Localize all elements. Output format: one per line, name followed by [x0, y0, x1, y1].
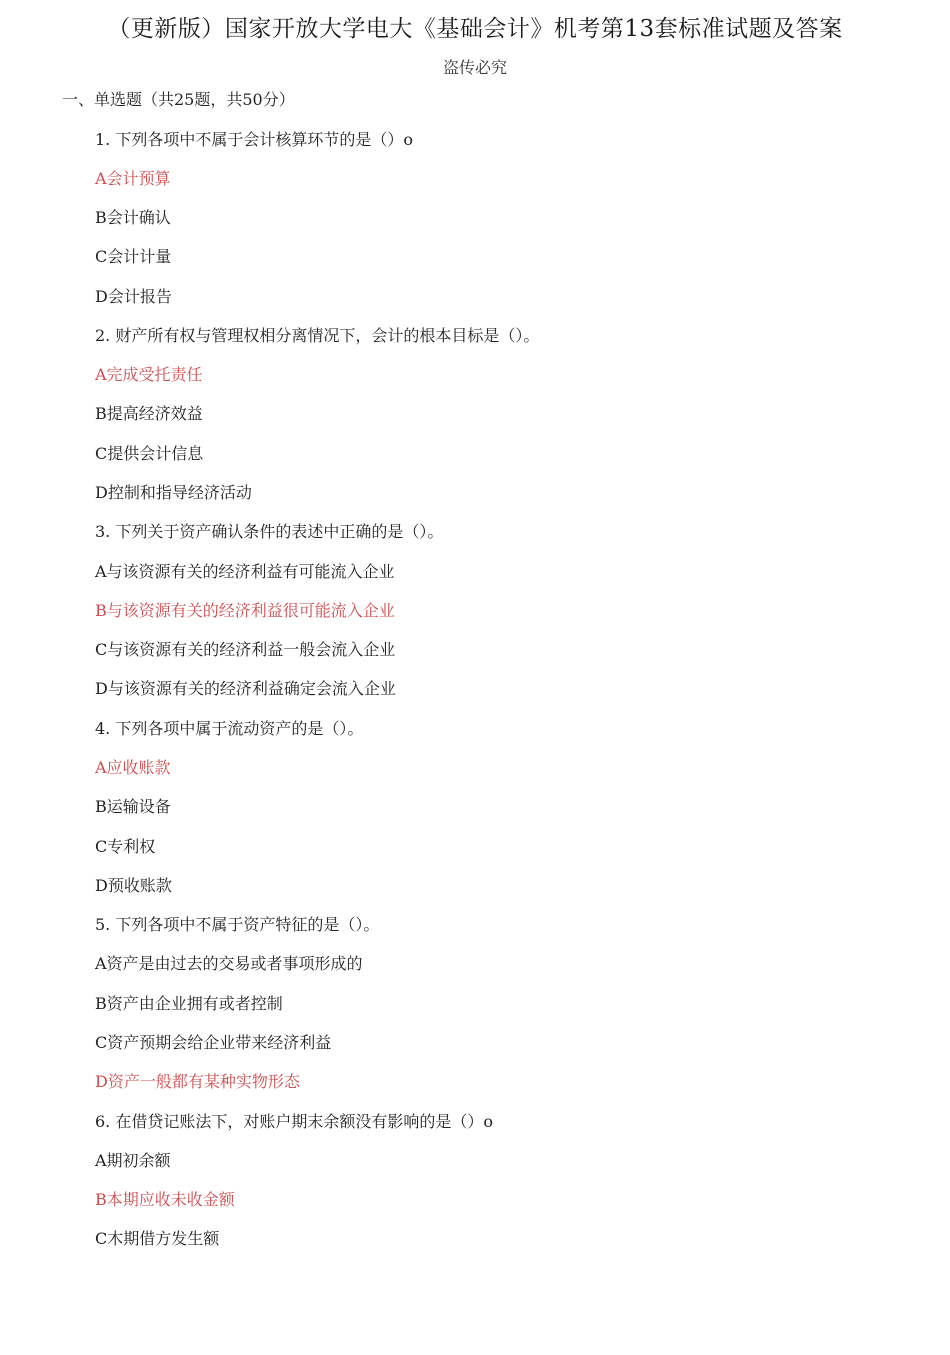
answer-option: C木期借方发生额 — [95, 1229, 220, 1248]
answer-option: B运输设备 — [95, 797, 171, 816]
answer-option: A完成受托责任 — [95, 365, 203, 384]
question-text: 3. 下列关于资产确认条件的表述中正确的是（）。 — [95, 522, 444, 541]
section-heading: 一、单选题（共25题，共50分） — [62, 90, 295, 109]
answer-option: B本期应收未收金额 — [95, 1190, 235, 1209]
answer-option: C会计计量 — [95, 247, 172, 266]
answer-option: A会计预算 — [95, 169, 171, 188]
answer-option: A期初余额 — [95, 1151, 171, 1170]
question-text: 1. 下列各项中不属于会计核算环节的是（）o — [95, 130, 413, 149]
answer-option: D预收账款 — [95, 876, 172, 895]
answer-option: C提供会计信息 — [95, 444, 204, 463]
answer-option: D会计报告 — [95, 287, 172, 306]
answer-option: B资产由企业拥有或者控制 — [95, 994, 283, 1013]
answer-option: D资产一般都有某种实物形态 — [95, 1072, 300, 1091]
answer-option: D与该资源有关的经济利益确定会流入企业 — [95, 679, 396, 698]
question-text: 4. 下列各项中属于流动资产的是（）。 — [95, 719, 364, 738]
answer-option: A与该资源有关的经济利益有可能流入企业 — [95, 562, 395, 581]
answer-option: B与该资源有关的经济利益很可能流入企业 — [95, 601, 395, 620]
document-title: （更新版）国家开放大学电大《基础会计》机考第13套标准试题及答案 — [107, 16, 843, 42]
question-text: 2. 财产所有权与管理权相分离情况下，会计的根本目标是（）。 — [95, 326, 540, 345]
document-subtitle: 盗传必究 — [442, 58, 507, 77]
answer-option: C与该资源有关的经济利益一般会流入企业 — [95, 640, 396, 659]
answer-option: B会计确认 — [95, 208, 171, 227]
answer-option: B提高经济效益 — [95, 404, 203, 423]
answer-option: D控制和指导经济活动 — [95, 483, 252, 502]
answer-option: C资产预期会给企业带来经济利益 — [95, 1033, 332, 1052]
answer-option: A资产是由过去的交易或者事项形成的 — [95, 954, 363, 973]
answer-option: C专利权 — [95, 837, 156, 856]
question-text: 6. 在借贷记账法下，对账户期末余额没有影响的是（）o — [95, 1112, 493, 1131]
question-text: 5. 下列各项中不属于资产特征的是（）。 — [95, 915, 380, 934]
answer-option: A应收账款 — [95, 758, 171, 777]
